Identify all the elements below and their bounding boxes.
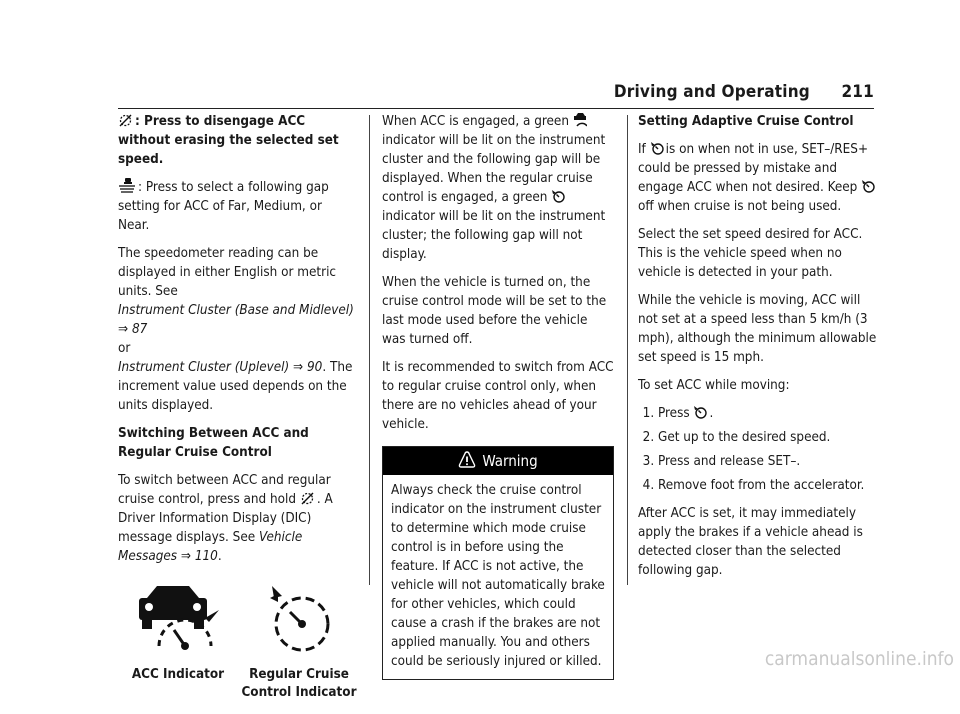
column-divider: [627, 115, 628, 585]
ref-page-110[interactable]: 110: [194, 549, 218, 564]
page-header: [614, 82, 874, 102]
warning-box: [382, 446, 614, 680]
list-item: 3. Press and release SET–.: [658, 452, 880, 471]
set-speed-paragraph: Select the set speed desired for ACC. This is the vehicle speed when no vehicle is detected in your path.: [638, 227, 863, 280]
speedometer-text-end: . The increment value used depends on the units displayed.: [118, 360, 353, 413]
ref-page-87[interactable]: 87: [131, 322, 148, 337]
warning-title: Warning: [482, 452, 538, 470]
not-in-use-text: If: [638, 142, 646, 157]
ref-page-90[interactable]: 90: [306, 360, 323, 375]
column-3: [638, 112, 880, 589]
engaged-text-mid: indicator will be lit on the instrument cluster and the following gap will be displayed. When the regular cruise control is engaged, a green: [382, 133, 606, 205]
ref-instrument-uplevel[interactable]: Instrument Cluster (Uplevel): [118, 360, 290, 375]
acc-indicator-icon: [129, 584, 227, 654]
not-in-use-paragraph: [638, 140, 880, 216]
indicator-figures: [118, 584, 356, 714]
or-text: or: [118, 341, 131, 356]
cancel-cruise-icon: [118, 114, 133, 127]
cruise-control-icon: [650, 141, 664, 155]
column-divider: [369, 115, 370, 585]
min-speed-paragraph: While the vehicle is moving, ACC will not set at a speed less than 5 km/h (3 mph), although the minimum allowable set speed is 15 mph.: [638, 293, 877, 365]
step-suffix: .: [709, 406, 714, 421]
step-text: Press: [658, 406, 690, 421]
recommend-paragraph: It is recommended to switch from ACC to regular cruise control only, when there are no vehicles ahead of your vehicle.: [382, 360, 614, 432]
warning-icon: [458, 451, 476, 469]
setting-heading: Setting Adaptive Cruise Control: [638, 114, 854, 129]
watermark: carmanualsonline.info: [764, 648, 954, 670]
gap-paragraph: [118, 178, 356, 235]
cruise-control-icon: [551, 189, 565, 203]
cruise-control-icon: [256, 584, 342, 654]
warning-header: [383, 447, 613, 475]
cruise-control-icon: [693, 405, 707, 419]
speedometer-paragraph: [118, 244, 356, 415]
list-item: 4. Remove foot from the accelerator.: [658, 476, 880, 495]
after-set-paragraph: After ACC is set, it may immediately apply the brakes if a vehicle ahead is detected closer than the selected following gap.: [638, 506, 863, 578]
speedometer-text: The speedometer reading can be displayed in either English or metric units. See: [118, 246, 337, 299]
regular-cruise-figure: [240, 584, 358, 702]
page-ref-arrow-icon: ⇒: [180, 549, 192, 564]
ref-instrument-base[interactable]: Instrument Cluster (Base and Midlevel): [118, 303, 354, 318]
moving-intro: To set ACC while moving:: [638, 378, 790, 393]
page-number: 211: [841, 82, 874, 102]
not-in-use-text-mid: is on when not in use, SET–/RES+ could be pressed by mistake and engage ACC when not desired. Keep: [638, 142, 869, 195]
cruise-control-icon: [861, 179, 875, 193]
mode-paragraph: When the vehicle is turned on, the cruise control mode will be set to the last mode used before the vehicle was turned off.: [382, 275, 607, 347]
ref-vehicle-messages[interactable]: Vehicle Messages: [118, 530, 303, 564]
cancel-text: : Press to disengage ACC without erasing the selected set speed.: [118, 114, 339, 167]
header-rule: [118, 108, 874, 109]
acc-indicator-caption: ACC Indicator: [131, 667, 225, 682]
engaged-text-end: indicator will be lit on the instrument cluster; the following gap will not display.: [382, 209, 606, 262]
steps-list: [638, 404, 880, 495]
column-1: [118, 112, 356, 714]
column-2: [382, 112, 614, 680]
engaged-paragraph: [382, 112, 614, 264]
gap-text: : Press to select a following gap setting for ACC of Far, Medium, or Near.: [118, 180, 329, 233]
warning-body: Always check the cruise control indicator on the instrument cluster to determine which mode cruise control is in before using the feature. If ACC is not active, the vehicle will not automatically brake for other vehicles, which could cause a crash if the brakes are not applied manually. You and others could be seriously injured or killed.: [391, 483, 605, 669]
following-gap-icon: [118, 178, 136, 193]
page-ref-arrow-icon: ⇒: [118, 322, 129, 337]
switching-heading: Switching Between ACC and Regular Cruise Control: [118, 426, 309, 460]
switching-paragraph: To switch between ACC and regular cruise control, press and hold . A Driver Information Display (DIC) message displays. See Vehicle Messages ⇒ 110.: [118, 473, 333, 564]
acc-indicator-icon: [573, 112, 587, 127]
engaged-text: When ACC is engaged, a green: [382, 114, 569, 129]
switching-text: To switch between ACC and regular cruise control, press and hold: [118, 473, 331, 507]
regular-cruise-caption: Regular Cruise Control Indicator: [241, 667, 357, 700]
switching-text-end: . A Driver Information Display (DIC) message displays. See: [118, 492, 333, 545]
acc-indicator-figure: [118, 584, 238, 684]
list-item: [658, 404, 880, 423]
not-in-use-text-end: off when cruise is not being used.: [638, 199, 842, 214]
cancel-cruise-icon: [300, 492, 315, 505]
section-title: Driving and Operating: [613, 82, 810, 102]
cancel-paragraph: [118, 112, 356, 169]
page-ref-arrow-icon: ⇒: [293, 360, 304, 375]
list-item: 2. Get up to the desired speed.: [658, 428, 880, 447]
